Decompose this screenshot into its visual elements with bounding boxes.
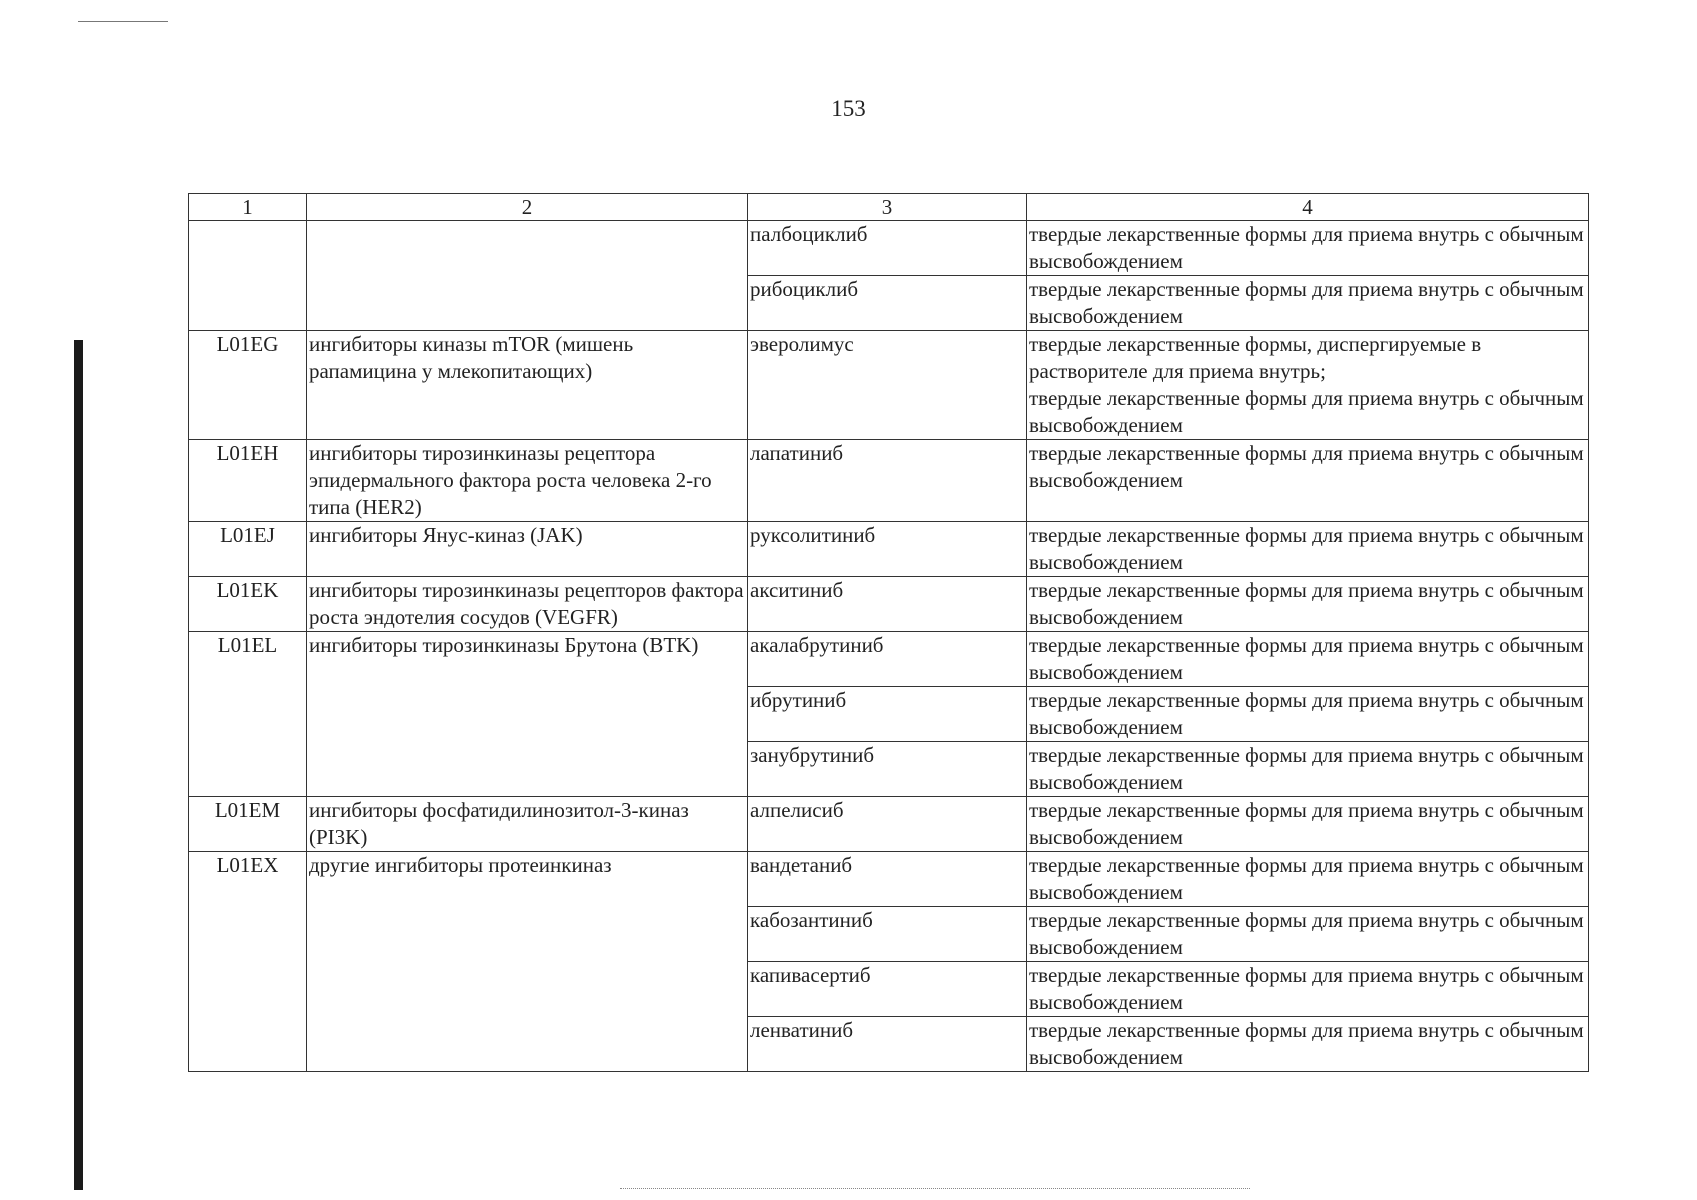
dosage-form-cell: твердые лекарственные формы для приема внутрь с обычным высвобождением (1027, 797, 1589, 852)
dosage-form-cell: твердые лекарственные формы для приема внутрь с обычным высвобождением (1027, 742, 1589, 797)
dosage-form-cell: твердые лекарственные формы для приема внутрь с обычным высвобождением (1027, 1017, 1589, 1072)
group-cell: ингибиторы тирозинкиназы Брутона (BTK) (307, 632, 748, 797)
inn-cell: акситиниб (748, 577, 1027, 632)
group-cell: ингибиторы Янус-киназ (JAK) (307, 522, 748, 577)
table-row (189, 577, 1589, 632)
drug-table (188, 193, 1589, 1072)
dosage-form-cell: твердые лекарственные формы для приема внутрь с обычным высвобождением (1027, 907, 1589, 962)
table-row (189, 331, 1589, 440)
inn-cell: алпелисиб (748, 797, 1027, 852)
atc-code-cell: L01EX (189, 852, 307, 1072)
atc-code-cell (189, 221, 307, 331)
atc-code-cell: L01EH (189, 440, 307, 522)
dosage-form-cell: твердые лекарственные формы для приема внутрь с обычным высвобождением (1027, 276, 1589, 331)
scan-bottom-rule (620, 1188, 1250, 1189)
page-number: 153 (831, 96, 866, 121)
table-row (189, 797, 1589, 852)
column-header: 3 (748, 194, 1027, 221)
group-cell: ингибиторы киназы mTOR (мишень рапамицина у млекопитающих) (307, 331, 748, 440)
inn-cell: акалабрутиниб (748, 632, 1027, 687)
atc-code-cell: L01EK (189, 577, 307, 632)
dosage-form-cell: твердые лекарственные формы для приема внутрь с обычным высвобождением (1027, 852, 1589, 907)
group-cell: ингибиторы тирозинкиназы рецептора эпидермального фактора роста человека 2-го типа (HER2) (307, 440, 748, 522)
inn-cell: ибрутиниб (748, 687, 1027, 742)
dosage-form-cell (1027, 331, 1589, 440)
table-row (189, 632, 1589, 687)
group-cell: ингибиторы тирозинкиназы рецепторов фактора роста эндотелия сосудов (VEGFR) (307, 577, 748, 632)
dosage-form-cell: твердые лекарственные формы для приема внутрь с обычным высвобождением (1027, 522, 1589, 577)
scan-top-rule (78, 21, 168, 22)
column-header: 4 (1027, 194, 1589, 221)
column-header: 2 (307, 194, 748, 221)
inn-cell: вандетаниб (748, 852, 1027, 907)
dosage-form-line: твердые лекарственные формы, диспергируемые в растворителе для приема внутрь; (1029, 332, 1482, 383)
inn-cell: палбоциклиб (748, 221, 1027, 276)
inn-cell: капивасертиб (748, 962, 1027, 1017)
dosage-form-cell: твердые лекарственные формы для приема внутрь с обычным высвобождением (1027, 440, 1589, 522)
inn-cell: занубрутиниб (748, 742, 1027, 797)
dosage-form-cell: твердые лекарственные формы для приема внутрь с обычным высвобождением (1027, 577, 1589, 632)
atc-code-cell: L01EL (189, 632, 307, 797)
inn-cell: кабозантиниб (748, 907, 1027, 962)
inn-cell: эверолимус (748, 331, 1027, 440)
table-row (189, 852, 1589, 907)
dosage-form-cell: твердые лекарственные формы для приема внутрь с обычным высвобождением (1027, 962, 1589, 1017)
atc-code-cell: L01EM (189, 797, 307, 852)
table-row (189, 221, 1589, 276)
inn-cell: лапатиниб (748, 440, 1027, 522)
inn-cell: рибоциклиб (748, 276, 1027, 331)
dosage-form-line: твердые лекарственные формы для приема внутрь с обычным высвобождением (1029, 386, 1584, 437)
table-row (189, 440, 1589, 522)
atc-code-cell: L01EG (189, 331, 307, 440)
group-cell (307, 221, 748, 331)
table-header-row (189, 194, 1589, 221)
inn-cell: руксолитиниб (748, 522, 1027, 577)
atc-code-cell: L01EJ (189, 522, 307, 577)
group-cell: другие ингибиторы протеинкиназ (307, 852, 748, 1072)
group-cell: ингибиторы фосфатидилинозитол-3-киназ (PI3K) (307, 797, 748, 852)
dosage-form-cell: твердые лекарственные формы для приема внутрь с обычным высвобождением (1027, 632, 1589, 687)
inn-cell: ленватиниб (748, 1017, 1027, 1072)
dosage-form-cell: твердые лекарственные формы для приема внутрь с обычным высвобождением (1027, 687, 1589, 742)
column-header: 1 (189, 194, 307, 221)
table-row (189, 522, 1589, 577)
dosage-form-cell: твердые лекарственные формы для приема внутрь с обычным высвобождением (1027, 221, 1589, 276)
scan-left-edge-bar (74, 340, 83, 1190)
